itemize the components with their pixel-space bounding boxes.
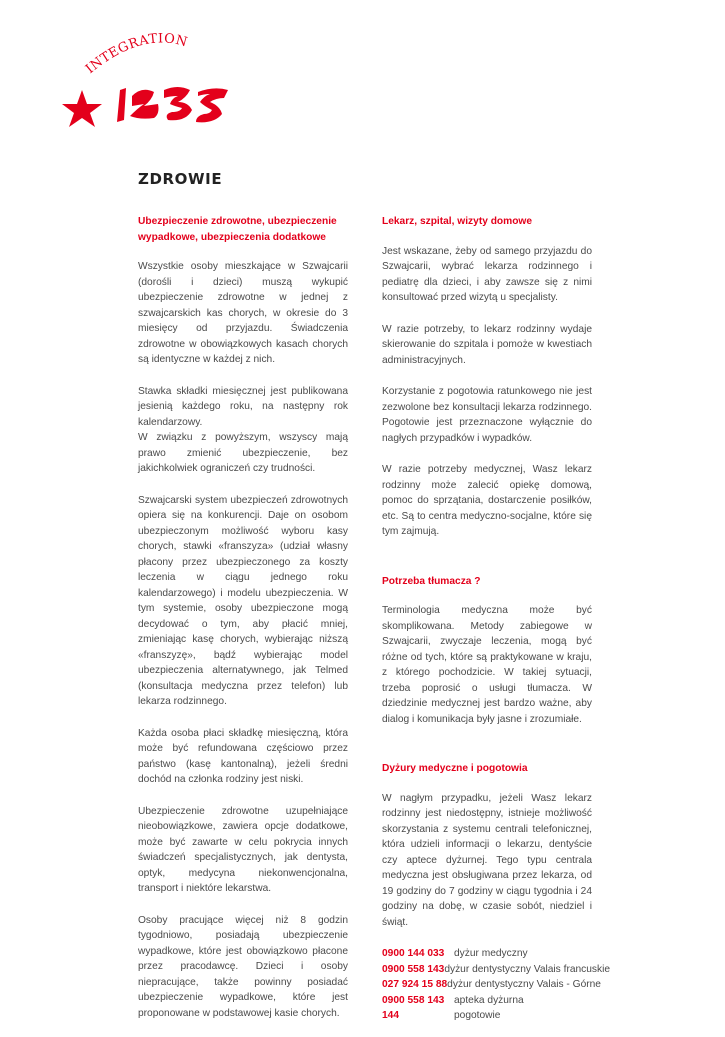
section-heading: Ubezpieczenie zdrowotne, ubezpieczenie wypadkowe, ubezpieczenia dodatkowe	[138, 216, 337, 243]
right-column	[382, 214, 611, 1024]
logo-text: INTEGRATION	[83, 31, 190, 78]
contact-label: dyżur dentystyczny Valais - Górne	[447, 979, 601, 990]
phone-number[interactable]: 0900 144 033	[382, 948, 445, 959]
paragraph: Osoby pracujące więcej niż 8 godzin tygodniowo, posiadają ubezpieczenie wypadkowe, które jest obowiązkowo płacone przez pracodawcę. Dzieci i osoby niepracujące, także powinny posiadać ubezpieczenie wypadkowe, które jest proponowane w podstawowej kasie chorych.	[138, 914, 348, 1019]
paragraph: Korzystanie z pogotowia ratunkowego nie jest zezwolone bez konsultacji lekarza rodzinnego. Pogotowie jest przeznaczone wyłącznie do nagłych przypadków i wypadków.	[382, 386, 592, 444]
phone-number[interactable]: 144	[382, 1010, 399, 1021]
paragraph: W nagłym przypadku, jeżeli Wasz lekarz rodzinny jest niedostępny, istnieje możliwość skorzystania z systemu centrali telefonicznej, która udzieli informacji o lekarzu, dentyście czy aptece dyżurnej. Tego typu centrala medyczna jest obsługiwana przez lekarza, od 19 godziny do 7 godziny w ciągu tygodnia i 24 godziny na dobę, w czasie sobót, niedziel i świąt.	[382, 792, 592, 928]
paragraph: W związku z powyższym, wszyscy mają prawo zmienić ubezpieczenie, bez jakichkolwiek ograniczeń czy trudności.	[138, 432, 348, 474]
phone-number[interactable]: 0900 558 143	[382, 963, 445, 975]
contact-row	[382, 1008, 592, 1024]
phone-number[interactable]: 0900 558 143	[382, 994, 445, 1006]
paragraph: Jest wskazane, żeby od samego przyjazdu do Szwajcarii, wybrać lekarza rodzinnego i pediatrę dla dzieci, i aby zawsze się z nimi konsultować przed wizytą u specjalisty.	[382, 245, 592, 303]
paragraph: Terminologia medyczna może być skomplikowana. Metody zabiegowe w Szwajcarii, zwyczaje leczenia, mogą być różne od tych, które są praktykowane w kraju, z którego pochodzicie. W takiej sytuacji, trzeba poprosić o usługi tłumacza. W dziedzinie medycznej jest bardzo ważne, aby dialog i komunikacja były jasne i zrozumiałe.	[382, 605, 592, 725]
section-heading: Lekarz, szpital, wizyty domowe	[382, 216, 533, 227]
contact-row	[382, 962, 611, 978]
page-title: ZDROWIE	[138, 170, 223, 188]
paragraph: Stawka składki miesięcznej jest publikowana jesienią każdego roku, na następny rok kalendarzowy.	[138, 385, 348, 428]
integration-logo	[60, 30, 240, 130]
paragraph: Szwajcarski system ubezpieczeń zdrowotnych opiera się na konkurencji. Daje on osobom ubezpieczonym możliwość wyboru kasy chorych, stawki «franszyza» (udział własny płacony przez ubezpieczonego za koszty leczenia w ciągu jednego roku kalendarzowego) i modelu ubezpieczenia. W tym systemie, osoby ubezpieczone mogą decydować o tym, aby płacić mniej, zmieniając kasę chorych, wybierając niższą «franszyzę», bądź wybierając model ubezpieczenia alternatywnego, jak Telmed (konsultacja medyczna przez telefon) lub lekarza rodzinnego.	[138, 494, 348, 707]
contact-row	[382, 977, 601, 993]
left-column	[138, 214, 348, 1037]
paragraph: Wszystkie osoby mieszkające w Szwajcarii (dorośli i dzieci) muszą wykupić ubezpieczenie zdrowotne w jednej z szwajcarskich kas chorych, w okresie do 3 miesięcy od przyjazdu. Świadczenia zdrowotne w obowiązkowych kasach chorych są identyczne w każdej z nich.	[138, 261, 348, 365]
contact-label: apteka dyżurna	[454, 994, 524, 1006]
section-heading: Dyżury medyczne i pogotowia	[382, 763, 528, 774]
star-icon	[62, 90, 102, 127]
paragraph: Każda osoba płaci składkę miesięczną, która może być refundowana częściowo przez państwo (kasę kantonalną), jeżeli średni dochód na członka rodziny jest niski.	[138, 727, 348, 785]
contact-label: dyżur medyczny	[454, 948, 528, 959]
paragraph: W razie potrzeby, to lekarz rodzinny wydaje skierowanie do szpitala i pomoże w kwestiach administracyjnych.	[382, 323, 592, 366]
contact-list	[382, 946, 611, 1024]
brush-logo-icon	[117, 87, 228, 122]
contact-label: pogotowie	[454, 1010, 501, 1021]
contact-row	[382, 946, 592, 962]
section-heading: Potrzeba tłumacza ?	[382, 575, 481, 587]
contact-label: dyżur dentystyczny Valais francuskie	[444, 963, 611, 975]
paragraph: Ubezpieczenie zdrowotne uzupełniające nieobowiązkowe, zawiera opcje dodatkowe, może być zawarte w celu pokrycia innych świadczeń specjalistycznych, jak dentysta, optyk, medycyna niekonwencjonalna, transport i niektóre lekarstwa.	[138, 805, 348, 894]
phone-number[interactable]: 027 924 15 88	[382, 979, 448, 990]
paragraph: W razie potrzeby medycznej, Wasz lekarz rodzinny może zalecić opiekę domową, pomoc do sprzątania, dostarczenie posiłków, etc. Są to centra medyczno-socjalne, które się tym zajmują.	[382, 464, 592, 537]
contact-row	[382, 993, 592, 1009]
